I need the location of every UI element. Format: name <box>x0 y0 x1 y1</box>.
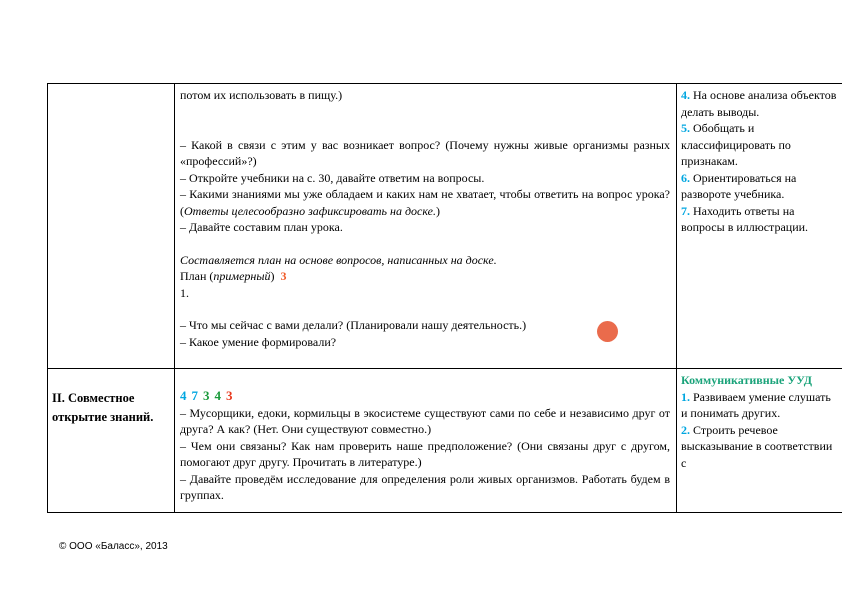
line-top: потом их использовать в пищу.) <box>180 88 343 102</box>
level-number: 7 <box>191 388 198 403</box>
orange-circle-marker <box>597 321 618 342</box>
stage-title: II. Совместное открытие знаний. <box>52 391 154 424</box>
uud-item-2: 2. Строить речевое высказывание в соответствии с <box>681 422 833 470</box>
question-5: – Что мы сейчас с вами делали? (Планировали нашу деятельность.) <box>180 318 527 332</box>
level-number: 4 <box>180 388 187 403</box>
level-number: 4 <box>214 388 221 403</box>
level-number: 3 <box>226 388 233 403</box>
row2-content-cell <box>180 388 670 504</box>
column-divider-2 <box>676 83 677 513</box>
plan-item-1: 1. <box>180 285 189 300</box>
table-border-left <box>47 83 48 513</box>
copyright-footer: © ООО «Баласс», 2013 <box>59 541 168 552</box>
question-4: – Давайте составим план урока. <box>180 220 343 234</box>
table-border-top <box>47 83 842 84</box>
row2-uud-cell <box>681 372 839 510</box>
uud-item-6: 6. Ориентироваться на развороте учебника. <box>681 170 797 201</box>
question-2: – Откройте учебники на с. 30, давайте ответим на вопросы. <box>180 170 485 185</box>
row1-uud-cell <box>681 87 839 236</box>
row1-content-cell <box>180 87 670 350</box>
question-6: – Какое умение формировали? <box>180 334 337 349</box>
row2-paragraph-2: – Чем они связаны? Как нам проверить наше предположение? (Они связаны друг с другом, помогают друг другу. Прочитать в литературе.) <box>180 438 670 469</box>
question-1: – Какой в связи с этим у вас возникает вопрос? (Почему нужны живые организмы разных «профессий»?) <box>180 137 670 168</box>
question-3: – Какими знаниями мы уже обладаем и каких нам не хватает, чтобы ответить на вопрос урока? (Ответы целесообразно зафиксировать на доске.) <box>180 187 670 218</box>
row-divider <box>47 368 842 369</box>
plan-label: План (примерный) 3 <box>180 269 287 283</box>
uud-item-7: 7. Находить ответы на вопросы в иллюстрации. <box>681 203 809 234</box>
plan-number: 3 <box>280 269 287 283</box>
row2-paragraph-1: – Мусорщики, едоки, кормильцы в экосистеме существуют сами по себе и независимо друг от друга? А как? (Нет. Они существуют совместно.) <box>180 405 670 436</box>
uud-item-4: 4. На основе анализа объектов делать выводы. <box>681 88 837 119</box>
uud-item-1: 1. Развиваем умение слушать и понимать других. <box>681 389 831 420</box>
column-divider-1 <box>174 83 175 513</box>
level-number: 3 <box>203 388 210 403</box>
lesson-table <box>47 83 842 513</box>
plan-instruction: Составляется план на основе вопросов, написанных на доске. <box>180 252 497 267</box>
uud-item-5: 5. Обобщать и классифицировать по признакам. <box>681 121 791 168</box>
uud-heading: Коммуникативные УУД <box>681 373 813 387</box>
level-numbers <box>180 388 670 405</box>
row2-paragraph-3: – Давайте проведём исследование для определения роли живых организмов. Работать будем в группах. <box>180 471 670 502</box>
table-border-bottom <box>47 512 842 513</box>
